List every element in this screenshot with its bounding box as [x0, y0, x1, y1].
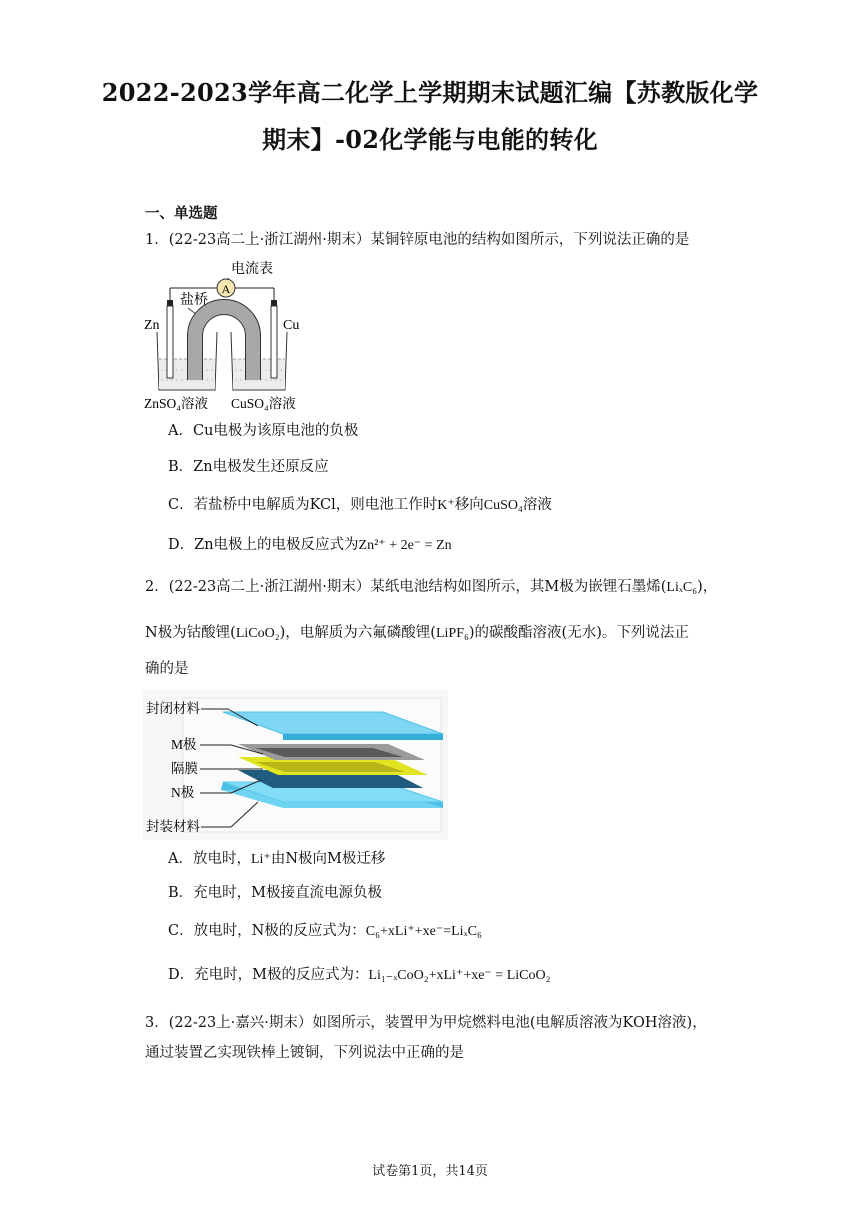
question-3-line2: 通过装置乙实现铁棒上镀铜，下列说法中正确的是: [145, 1045, 464, 1061]
question-2-line3: 确的是: [145, 661, 189, 677]
q2-option-d: D．充电时，M极的反应式为：Li₁₋ₓCoO₂+xLi⁺+xe⁻ = LiCoO₂: [168, 967, 551, 983]
page-title-line2: 期末】-02化学能与电能的转化: [262, 125, 598, 154]
q1-option-d: D．Zn电极上的电极反应式为Zn²⁺ + 2e⁻ = Zn: [168, 537, 452, 553]
q1-option-b: B．Zn电极发生还原反应: [168, 459, 329, 475]
section-heading: 一、单选题: [145, 205, 218, 222]
ammeter-symbol: A: [221, 282, 231, 296]
paper-battery-diagram: [143, 690, 448, 840]
salt-bridge-label: 盐桥: [180, 293, 208, 308]
galvanic-cell-diagram: [143, 256, 313, 414]
label-n-electrode: N极: [171, 785, 195, 800]
zn-electrode: [167, 306, 173, 378]
page-footer: 试卷第1页，共14页: [372, 1164, 488, 1179]
question-1-stem: 1．(22-23高二上·浙江湖州·期末）某铜锌原电池的结构如图所示，下列说法正确的是: [145, 232, 690, 248]
znso4-label: ZnSO₄溶液: [144, 396, 208, 411]
question-2-line2: N极为钴酸锂(LiCoO₂)，电解质为六氟磷酸锂(LiPF₆)的碳酸酯溶液(无水)。下列说法正: [145, 625, 689, 641]
q2-option-a: A．放电时，Li⁺由N极向M极迁移: [168, 851, 386, 867]
question-2-line1: 2．(22-23高二上·浙江湖州·期末）某纸电池结构如图所示，其M极为嵌锂石墨烯(LiₓC₆)，: [145, 579, 718, 595]
q1-option-a: A．Cu电极为该原电池的负极: [168, 423, 359, 439]
label-sealing-material: 封闭材料: [146, 701, 200, 716]
q2-option-c: C．放电时，N极的反应式为：C₆+xLi⁺+xe⁻=LiₓC₆: [168, 923, 482, 939]
label-packaging-material: 封装材料: [146, 819, 200, 834]
cu-label: Cu: [283, 318, 300, 333]
q2-option-b: B．充电时，M极接直流电源负极: [168, 885, 383, 901]
label-m-electrode: M极: [171, 737, 197, 752]
cu-electrode: [271, 306, 277, 378]
question-3-line1: 3．(22-23上·嘉兴·期末）如图所示，装置甲为甲烷燃料电池(电解质溶液为KOH溶液)，: [145, 1015, 707, 1031]
cuso4-label: CuSO₄溶液: [231, 396, 296, 411]
q1-option-c: C．若盐桥中电解质为KCl，则电池工作时K⁺移向CuSO₄溶液: [168, 497, 552, 513]
zn-label: Zn: [144, 318, 160, 333]
label-separator: 隔膜: [171, 761, 198, 776]
page-title-line1: 2022-2023学年高二化学上学期期末试题汇编【苏教版化学: [101, 78, 759, 107]
ammeter-label: 电流表: [231, 262, 273, 277]
